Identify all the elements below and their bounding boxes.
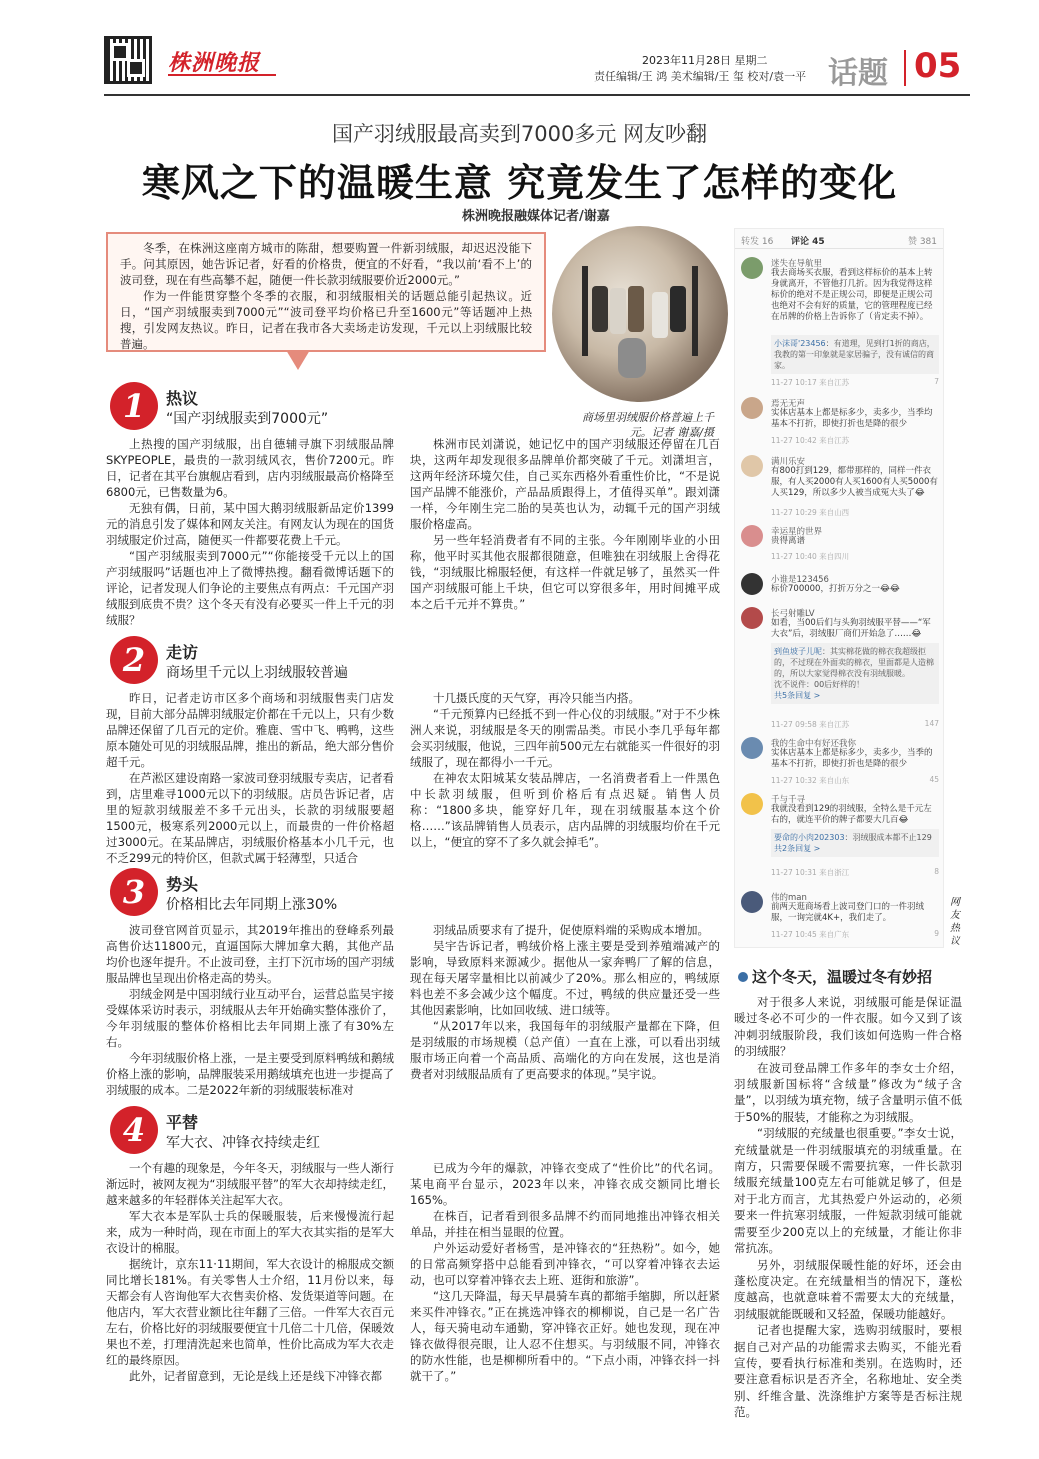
comment-item [741, 607, 939, 731]
photo-coat [670, 286, 686, 332]
like-count[interactable]: 7 [934, 377, 939, 386]
paragraph: 记者也提醒大家，选购羽绒服时，要根据自己对产品的功能需求去购买，不能光看宣传，要看执行标准和类别。在选购时，还要注意看标识是否齐全，名称地址、安全类别、纤维含量、洗涤维护方案等是否标注规范。 [734, 1323, 962, 1420]
tips-column [734, 994, 962, 1421]
comment-time: 11-27 10:29 来自山西 [771, 508, 850, 517]
section-title: 走访 [166, 643, 199, 662]
paragraph: 羽绒品质要求有了提升，促使原料端的采购成本增加。 [433, 923, 709, 937]
comment-item [741, 793, 939, 885]
comment-tabs [735, 229, 943, 249]
paragraph: “从2017年以来，我国每年的羽绒服产量都在下降，但是羽绒服的市场规模（总产值）一直在上涨，可以看出羽绒服市场正向着一个高品质、高端化的方向在发展，这也是消费者对羽绒服品质有了更高要求的体现。”吴宇说。 [410, 1019, 720, 1081]
section-subtitle: “国产羽绒服卖到7000元” [166, 411, 329, 427]
section-title: 热议 [166, 389, 199, 408]
comment-text: 前两天逛商场看上波司登门口的一件羽绒服，一询完就4K+，我们走了。 [771, 902, 925, 923]
comment-author: 小谁是123456 [771, 575, 829, 585]
comment-time: 11-27 10:32 来自山东 [771, 776, 850, 785]
section-column [410, 436, 720, 612]
paragraph: 军大衣本是军队士兵的保暖服装，后来慢慢流行起来，成为一种时尚，现在市面上的军大衣其实指的是军大衣设计的棉服。 [106, 1209, 394, 1255]
paragraph: 在波司登品牌工作多年的李女士介绍，羽绒服新国标将“含绒量”修改为“绒子含量”，以羽绒为填充物，绒子含量明示值不低于50%的服装，才能称之为羽绒服。 [734, 1060, 962, 1124]
comment-text: 我去商场买衣服，看到这样标价的基本上转身就离开，不管他打几折。因为我觉得这样标价的绝对不是正规公司，即便是正规公司也绝对不会有好的质量，它的管理程度已经在吊牌的价格上告诉你了（肯定卖不掉）。 [771, 268, 933, 322]
section-subtitle: 价格相比去年同期上涨30% [166, 897, 338, 913]
comment-item [741, 397, 939, 447]
like-count[interactable]: 147 [924, 719, 939, 728]
comment-text: 贵得离谱 [771, 536, 806, 546]
tab-like[interactable]: 赞 381 [907, 237, 937, 247]
section-column [410, 922, 720, 1082]
section-column [410, 690, 720, 850]
reply-text: ：羽绒服成本都不止129 [844, 833, 932, 842]
comment-time: 11-27 09:58 来自江苏 [771, 720, 850, 729]
comment-meta [771, 377, 939, 388]
paragraph: 据统计，京东11·11期间，军大衣设计的棉服成交额同比增长181%。有关零售人士介绍，11月份以来，每天都会有人咨询他军大衣售卖价格、发货渠道等问题。在他店内，军大衣营业额比往年翻了三倍。一件军大衣百元左右，价格比好的羽绒服要便宜十几倍二十几倍，保暖效果也不差，打理清洗起来也简单，性价比高成为军大衣走红的最终原因。 [106, 1257, 394, 1367]
editor-credits: 责任编辑/王 鸿 美术编辑/王 玺 校对/袁一平 [594, 70, 807, 83]
paragraph: 羽绒金网是中国羽绒行业互动平台，运营总监吴宇接受媒体采访时表示，羽绒服从去年开始确实整体涨价了，今年羽绒服的整体价格相比去年同期上涨了有30%左右。 [106, 987, 394, 1049]
tab-comment[interactable]: 评论 45 [791, 237, 825, 247]
paragraph: 吴宇告诉记者，鸭绒价格上涨主要是受到养殖端减产的影响，导致原料来源减少。据他从一家奔鸭厂了解的信息，现在每天屠宰量相比以前减少了20%。那么相应的，鸭绒原料也差不多会减少这个幅度。不过，鸭绒的供应量还受一些其他因素影响，比如回收绒、进口绒等。 [410, 939, 720, 1017]
comment-meta [771, 867, 939, 878]
reply-author: 小沫哥'23456 [774, 339, 826, 348]
comment-time: 11-27 10:45 来自广东 [771, 930, 850, 939]
comment-reply [771, 643, 939, 704]
comment-item [741, 257, 939, 391]
avatar [741, 455, 763, 477]
paragraph: 今年羽绒服价格上涨，一是主要受到原料鸭绒和鹅绒价格上涨的影响，品牌服装采用鹅绒填充也进一步提高了羽绒服的成本。二是2022年新的羽绒服装标准对 [106, 1051, 394, 1097]
qr-code-icon [104, 36, 152, 84]
comment-author: 焉无无声 [771, 399, 806, 409]
avatar [741, 793, 763, 815]
comment-time: 11-27 10:17 来自江苏 [771, 378, 850, 387]
reply-author: 要命的小肉202303 [774, 833, 845, 842]
newspaper-logo: 株洲晚报 [168, 46, 276, 76]
tab-forward[interactable]: 转发 16 [741, 237, 774, 247]
paragraph: 昨日，记者走访市区多个商场和羽绒服售卖门店发现，目前大部分品牌羽绒服定价都在千元以上，只有少数品牌还保留了几百元的定价。雅鹿、雪中飞、鸭鸭，这些原本随处可见的羽绒服品牌，推出的新品，绝大部分售价超千元。 [106, 691, 394, 769]
comment-text: 如看，当00后们与头狗羽绒服平替——“军大衣”后，羽绒服厂商们开始急了……😂 [771, 618, 931, 639]
comment-time: 11-27 10:31 来自浙江 [771, 868, 850, 877]
like-count[interactable]: 45 [929, 775, 939, 784]
photo-rack [582, 266, 588, 356]
header-rule [104, 94, 970, 96]
comment-reply [771, 829, 939, 857]
paragraph: 另外，羽绒服保暖性能的好坏，还会由蓬松度决定。在充绒量相当的情况下，蓬松度越高，也就意味着不需要太大的充绒量，羽绒服就能既暖和又轻盈，保暖功能越好。 [734, 1257, 962, 1321]
reply-author: 到鱼坡子儿呢 [774, 647, 822, 656]
comment-meta [771, 719, 939, 730]
section-name: 话题 [828, 56, 888, 91]
like-count[interactable]: 8 [934, 867, 939, 876]
comment-item [741, 525, 939, 561]
comment-author: 满川乐安 [771, 457, 806, 467]
avatar [741, 891, 763, 913]
issue-date: 2023年11月28日 星期二 [642, 54, 768, 67]
avatar [741, 607, 763, 629]
paragraph: 上热搜的国产羽绒服，出自德辅寻旗下羽绒服品牌SKYPEOPLE，最贵的一款羽绒风衣，售价7200元。昨日，记者在其平台旗舰店看到，店内羽绒服最高价格降至6800元，已售数量为6。 [106, 437, 394, 499]
photo-coat [652, 292, 668, 338]
more-replies-link[interactable]: 共2条回复 > [774, 844, 821, 853]
paragraph: “这几天降温，每天早晨骑车真的都缩手缩脚，所以赶紧来买件冲锋衣。”正在挑选冲锋衣的柳柳说，自己是一名广告人，每天骑电动车通勤，穿冲锋衣正好。她也发现，现在冲锋衣做得很亮眼，让人忍不住想买。与羽绒服不同，冲锋衣的防水性能，也是柳柳所看中的。“下点小雨，冲锋衣抖一抖就干了。” [410, 1289, 720, 1383]
comment-author: 幸运星的世界 [771, 527, 823, 537]
like-count[interactable]: 9 [934, 929, 939, 938]
article-headline: 寒风之下的温暖生意 究竟发生了怎样的变化 [141, 161, 898, 205]
section-title: 势头 [166, 875, 199, 894]
article-subtitle: 国产羽绒服最高卖到7000多元 网友吵翻 [331, 122, 708, 146]
section-subtitle: 军大衣、冲锋衣持续走红 [166, 1135, 320, 1151]
paragraph: 在神农太阳城某女装品牌店，一名消费者看上一件黑色中长款羽绒服，但听到价格后有点迟疑。销售人员称：“1800多块，能穿好几年，现在羽绒服基本这个价格……”该品牌销售人员表示，店内品牌的羽绒服均价在千元以上，“便宜的穿不了多久就会掉毛”。 [410, 771, 720, 849]
section-title: 平替 [166, 1113, 199, 1132]
comment-meta [771, 929, 939, 940]
paragraph: 已成为今年的爆款，冲锋衣变成了“性价比”的代名词。某电商平台显示，2023年以来，冲锋衣成交额同比增长165%。 [410, 1161, 720, 1207]
article-byline: 株洲晚报融媒体记者/谢嘉 [462, 209, 610, 224]
avatar [741, 525, 763, 547]
photo-caption: 商场里羽绒服价格普遍上千元。记者 谢嘉/摄 [582, 411, 714, 439]
paragraph: “千元预算内已经抵不到一件心仪的羽绒服。”对于不少株洲人来说，羽绒服是冬天的刚需品类。市民小李几乎每年都会买羽绒服，他说，三四年前500元左右就能买一件很好的羽绒服了，现在都得小一千元。 [410, 707, 720, 769]
reply-text: ：其实棉花做的棉衣我超级拒的，不过现在外面卖的棉衣，里面都是人造棉的，所以大家觉得棉衣没有羽绒服暖。 [774, 647, 934, 678]
photo-coat [610, 288, 626, 334]
section-column [106, 436, 394, 628]
paragraph: 在株百，记者看到很多品牌不约而同地推出冲锋衣相关单品，并挂在相当显眼的位置。 [410, 1209, 720, 1239]
comment-item [741, 455, 939, 517]
comments-screenshot [734, 228, 944, 948]
paragraph: 此外，记者留意到，无论是线上还是线下冲锋衣都 [129, 1369, 382, 1383]
page-number: 05 [914, 46, 962, 86]
comment-author: 伟的man [771, 893, 807, 903]
intro-box [106, 232, 546, 352]
paragraph: 对于很多人来说，羽绒服可能是保证温暖过冬必不可少的一件衣服。如今又到了该冲刺羽绒服阶段，我们该如何选购一件合格的羽绒服？ [734, 995, 962, 1059]
avatar [741, 257, 763, 279]
photo-person [618, 338, 646, 378]
photo-coat [628, 286, 644, 332]
reply-text: ：有道理，见到打1折的商店，我教的第一印象就是家居骗子，没有诚信的商家。 [774, 339, 935, 370]
paragraph: 波司登官网首页显示，其2019年推出的登峰系列最高售价达11800元，直逼国际大牌加拿大鹅，其他产品均价也逐年提升。不止波司登，主打下沉市场的国产羽绒服品牌也呈现出价格走高的势头。 [106, 923, 394, 985]
avatar [741, 397, 763, 419]
section-number: 3 [110, 868, 158, 916]
paragraph: 十几摄氏度的天气穿，再冷只能当内搭。 [433, 691, 640, 705]
bullet-icon [738, 972, 748, 982]
tips-heading-text: 这个冬天，温暖过冬有妙招 [752, 968, 933, 986]
paragraph: “羽绒服的充绒量也很重要。”李女士说，充绒量就是一件羽绒服填充的羽绒重量。在南方，只需要保暖不需要抗寒，一件长款羽绒服充绒量100克左右可能就足够了，但是对于北方而言，尤其热爱户外运动的，必须要来一件抗寒羽绒服，一件短款羽绒可能就需要至少200克以上的充绒量，才能让你非常抗冻。 [734, 1126, 962, 1256]
comment-author: 我的生命中有好还我你 [771, 739, 857, 749]
comment-text: 实体店基本上都是标多少，卖多少，当季的基本不打折，即使打折也是降的很少 [771, 748, 933, 769]
photo-rack [692, 266, 698, 356]
store-photo [552, 226, 728, 402]
comment-item [741, 891, 939, 941]
avatar [741, 573, 763, 595]
more-replies-link[interactable]: 共5条回复 > [774, 691, 821, 700]
section-number: 1 [110, 382, 158, 430]
section-number: 2 [110, 636, 158, 684]
comment-author: 长弓射雕LV [771, 609, 815, 619]
paragraph: 另一些年轻消费者有不同的主张。今年刚刚毕业的小田称，他平时买其他衣服都很随意，但唯独在羽绒服上舍得花钱，“羽绒服比棉服轻便，有这样一件就足够了，虽然买一件国产羽绒服可能上千块，但它可以穿很多年，用时间摊平成本之后千元并不算贵。” [410, 533, 720, 611]
comment-item [741, 737, 939, 785]
comment-text: 我就没看到129的羽绒服，全特么是千元左右的，就连平价的牌子都要大几百😂 [771, 804, 932, 825]
comment-time: 11-27 10:40 来自四川 [771, 552, 850, 561]
paragraph: 无独有偶，日前，某中国大鹅羽绒服新品定价1399元的消息引发了媒体和网友关注。有网友认为现在的国货羽绒服定价过高，随便买一件都要花费上千元。 [106, 501, 394, 547]
photo-coat [592, 286, 608, 332]
section-subtitle: 商场里千元以上羽绒服较普遍 [166, 665, 348, 681]
comment-text: 标价700000，打折万分之一😂😂 [771, 584, 900, 594]
comment-text: 实体店基本上都是标多少，卖多少，当季均基本不打折，即使打折也是降的很少 [771, 408, 933, 429]
paragraph: 一个有趣的现象是，今年冬天，羽绒服与一些人渐行渐远时，被网友视为“羽绒服平替”的军大衣却持续走红，越来越多的年轻群体关注起军大衣。 [106, 1161, 394, 1207]
comment-author: 迷失在导航里 [771, 259, 823, 269]
paragraph: “国产羽绒服卖到7000元”“你能接受千元以上的国产羽绒服吗”话题也冲上了微博热搜。翻看微博话题下的评论，记者发现人们争论的主要焦点有两点：千元国产羽绒服到底贵不贵？这个冬天有没有必要买一件上千元的羽绒服？ [106, 549, 394, 627]
comment-meta [771, 775, 939, 786]
comment-text: 有800打到129，都带那样的，同样一件衣服，有人买2000有人买1600有人买5000有人买129，所以多少人被当成冤大头了😂 [771, 466, 938, 498]
comment-time: 11-27 10:42 来自江苏 [771, 436, 850, 445]
section-column [410, 1160, 720, 1384]
panel-caption: 网友热议 [950, 897, 960, 947]
section-column [106, 1160, 394, 1384]
paragraph: 株洲市民刘潇说，她记忆中的国产羽绒服还停留在几百块，这两年却发现很多品牌单价都突破了千元。刘潇坦言，这两年经济环境欠佳，自己买东西格外看重性价比，“不是说国产品牌不能涨价，产品品质跟得上，才值得买单”。跟刘潇一样，今年刚生完二胎的吴英也认为，动辄千元的国产羽绒服价格虚高。 [410, 437, 720, 531]
avatar [741, 737, 763, 759]
intro-paragraph: 冬季，在株洲这座南方城市的陈甜，想要购置一件新羽绒服，却迟迟没能下手。问其原因，她告诉记者，好看的价格贵，便宜的不好看，“我以前‘看不上’的波司登，现在有些高攀不起，随便一件长款羽绒服要价近2000元。” [120, 241, 532, 287]
section-column [106, 690, 394, 866]
section-number: 4 [110, 1106, 158, 1154]
section-divider [904, 50, 906, 86]
comment-author: 千与千寻 [771, 795, 806, 805]
comment-item [741, 573, 939, 601]
reply-text: 沈不说件：00后好样的！ [774, 680, 865, 689]
section-column [106, 922, 394, 1098]
comment-reply [771, 335, 939, 374]
paragraph: 在芦淞区建设南路一家波司登羽绒服专卖店，记者看到，店里难寻1000元以下的羽绒服。店员告诉记者，店里的短款羽绒服差不多千元出头，长款的羽绒服要超1500元，极寒系列2000元以上，而最贵的一件价格超过3000元。在某品牌店，羽绒服价格基本小几千元，也不乏299元的特价区，但款式属于轻薄型，只适合 [106, 771, 394, 865]
tips-heading [738, 966, 932, 987]
intro-paragraph: 作为一件能贯穿整个冬季的衣服，和羽绒服相关的话题总能引起热议。近日，“国产羽绒服卖到7000元”“波司登平均价格已升至1600元”等话题冲上热搜，引发网友热议。昨日，记者在我市各大卖场走访发现，千元以上羽绒服比较普遍。 [120, 289, 532, 351]
paragraph: 户外运动爱好者杨雪，是冲锋衣的“狂热粉”。如今，她的日常高频穿搭中总能看到冲锋衣，“可以穿着冲锋衣去运动，也可以穿着冲锋衣去上班、逛街和旅游”。 [410, 1241, 720, 1287]
